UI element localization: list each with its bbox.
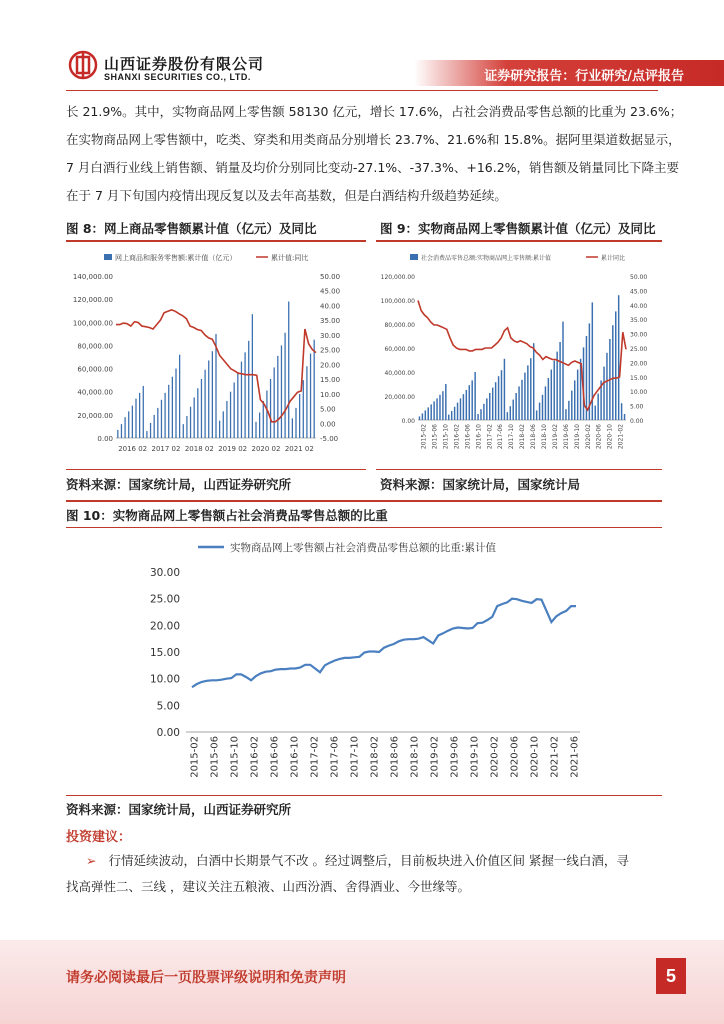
figure-10-title: 图 10：实物商品网上零售额占社会消费品零售总额的比重 <box>66 508 388 523</box>
bar <box>527 365 528 420</box>
left-axis-tick: 0.00 <box>97 435 113 443</box>
bar <box>595 406 596 420</box>
bar <box>428 407 429 420</box>
bar <box>556 352 557 420</box>
bar <box>419 416 420 420</box>
bar <box>442 391 443 420</box>
bar <box>292 418 293 438</box>
bar <box>562 322 563 420</box>
x-axis-tick: 2019-10 <box>573 424 581 450</box>
bar <box>219 421 220 438</box>
bar <box>463 394 464 420</box>
x-axis-tick: 2015-10 <box>442 424 450 450</box>
x-axis-tick: 2018-02 <box>369 736 381 778</box>
left-axis-tick: 80,000.00 <box>77 342 113 351</box>
x-axis-tick: 2017-02 <box>309 736 321 778</box>
bar <box>471 380 472 420</box>
figure-10-source: 资料来源：国家统计局，山西证券研究所 <box>66 802 292 817</box>
right-axis-tick: 30.00 <box>320 331 341 340</box>
bar <box>161 400 162 438</box>
bar <box>521 380 522 420</box>
figure-8-chart <box>66 246 366 466</box>
bar <box>168 385 169 438</box>
legend-line-label: 累计同比 <box>601 255 626 262</box>
report-type-label: 证券研究报告：行业研究/点评报告 <box>484 69 684 84</box>
figure-10-title-rule <box>66 527 662 528</box>
left-axis-tick: 80,000.00 <box>384 322 415 329</box>
bar <box>501 370 502 420</box>
x-axis-tick: 2016-06 <box>464 424 472 450</box>
right-axis-tick: 5.00 <box>630 403 644 411</box>
x-axis-tick: 2018-10 <box>540 424 548 450</box>
figure-8-bottom-rule <box>66 469 366 470</box>
disclaimer-link[interactable]: 请务必阅读最后一页股票评级说明和免责声明 <box>66 970 346 986</box>
bar <box>553 361 554 420</box>
x-axis-tick: 2017-10 <box>349 736 361 778</box>
bar <box>299 394 300 438</box>
bar <box>121 424 122 438</box>
bar <box>306 366 307 438</box>
x-axis-tick: 2018 02 <box>184 445 214 453</box>
bar <box>172 377 173 438</box>
bar <box>533 343 534 420</box>
x-axis-tick: 2019-06 <box>562 424 570 450</box>
bar <box>186 416 187 438</box>
left-axis-tick: 120,000.00 <box>72 296 113 305</box>
right-axis-tick: 35.00 <box>320 317 341 326</box>
bar <box>454 407 455 420</box>
left-axis-tick: 140,000.00 <box>72 273 113 281</box>
bar <box>201 379 202 438</box>
x-axis-tick: 2021 02 <box>284 445 314 453</box>
bar <box>445 384 446 420</box>
bar <box>621 403 622 420</box>
legend-bar-label: 社会消费品零售总额:实物商品网上零售额:累计值 <box>421 255 552 262</box>
bar <box>624 414 625 420</box>
bar <box>277 356 278 438</box>
right-axis-tick: 20.00 <box>630 360 648 368</box>
x-axis-tick: 2016-02 <box>249 736 261 778</box>
page-footer <box>0 940 724 1024</box>
legend-line-label: 累计值:同比 <box>271 254 309 262</box>
bar <box>139 393 140 438</box>
bar <box>234 382 235 438</box>
bar <box>466 390 467 420</box>
figure-8-source: 资料来源：国家统计局，山西证券研究所 <box>66 477 292 492</box>
bar <box>486 398 487 420</box>
bar <box>597 394 598 420</box>
figure-10-chart <box>120 532 600 794</box>
bar <box>295 408 296 438</box>
body-line: 在实物商品网上零售额中，吃类、穿类和用类商品分别增长 23.7%、21.6%和 15.8%。据阿里渠道数据显示， <box>66 132 681 147</box>
bar <box>568 401 569 420</box>
y-axis-tick: 5.00 <box>156 700 180 713</box>
bar <box>157 408 158 438</box>
page-number: 5 <box>656 958 686 994</box>
right-axis-tick: 30.00 <box>630 331 648 339</box>
right-axis-tick: 20.00 <box>320 361 341 370</box>
bar <box>259 413 260 438</box>
x-axis-tick: 2019-02 <box>429 736 441 778</box>
bar <box>248 341 249 438</box>
bar <box>512 400 513 420</box>
x-axis-tick: 2018-10 <box>409 736 421 778</box>
header-divider <box>66 90 658 91</box>
x-axis-tick: 2016-10 <box>475 424 483 450</box>
share-line <box>192 599 576 688</box>
invest-line-1: 行情延续波动，白酒中长期景气不改 。经过调整后，目前板块进入价值区间 紧握一线白酒，寻 <box>108 853 629 868</box>
right-axis-tick: 15.00 <box>320 376 341 385</box>
invest-line-2: 找高弹性二、三线 ，建议关注五粮液、山西汾酒、舍得酒业、今世缘等。 <box>66 879 470 894</box>
y-axis-tick: 25.00 <box>149 593 180 606</box>
bar <box>477 414 478 420</box>
bar <box>179 355 180 438</box>
left-axis-tick: 60,000.00 <box>384 346 415 353</box>
y-axis-tick: 0.00 <box>156 727 180 739</box>
left-axis-tick: 20,000.00 <box>384 394 415 401</box>
company-name-en: SHANXI SECURITIES CO., LTD. <box>104 72 251 82</box>
x-axis-tick: 2020-10 <box>606 424 614 450</box>
right-axis-tick: 10.00 <box>320 390 341 399</box>
bar <box>474 372 475 420</box>
bar <box>266 391 267 438</box>
bar <box>577 370 578 420</box>
x-axis-tick: 2018-06 <box>389 736 401 778</box>
bar <box>536 410 537 420</box>
bar <box>288 301 289 438</box>
y-axis-tick: 20.00 <box>149 620 180 633</box>
bar <box>492 388 493 420</box>
company-name-cn: 山西证券股份有限公司 <box>104 55 265 73</box>
right-axis-tick: 40.00 <box>630 302 648 310</box>
bar <box>571 391 572 420</box>
right-axis-tick: 45.00 <box>630 288 648 296</box>
left-axis-tick: 40,000.00 <box>77 388 113 397</box>
company-logo-icon <box>68 50 98 80</box>
bar <box>524 373 525 420</box>
figure-9-bottom-rule <box>376 469 662 470</box>
bar <box>539 403 540 420</box>
body-paragraph <box>66 98 683 210</box>
x-axis-tick: 2017-06 <box>497 424 505 450</box>
right-axis-tick: 0.00 <box>630 418 644 425</box>
bar <box>128 411 129 438</box>
bar <box>483 404 484 420</box>
bar <box>255 422 256 438</box>
bar <box>574 380 575 420</box>
bar <box>433 401 434 420</box>
figure-8-title: 图 8：网上商品零售额累计值（亿元）及同比 <box>66 221 317 236</box>
bar <box>143 386 144 438</box>
y-axis-tick: 30.00 <box>149 567 180 579</box>
left-axis-tick: 100,000.00 <box>72 319 113 328</box>
x-axis-tick: 2021-02 <box>617 424 625 450</box>
bar <box>252 314 253 438</box>
figure-9-source: 资料来源：国家统计局，国家统计局 <box>380 477 581 492</box>
bar <box>164 393 165 438</box>
y-axis-tick: 10.00 <box>149 673 180 686</box>
bar <box>518 386 519 420</box>
bar <box>498 376 499 420</box>
bar <box>495 382 496 420</box>
right-axis-tick: 15.00 <box>630 374 648 382</box>
x-axis-tick: 2016 02 <box>118 445 148 453</box>
report-type-banner <box>414 60 724 86</box>
bar <box>303 380 304 438</box>
bar <box>135 399 136 438</box>
figure-10-top-rule <box>66 500 662 502</box>
bar <box>618 295 619 420</box>
bar <box>422 413 423 420</box>
bar <box>612 325 613 420</box>
bar <box>551 370 552 420</box>
legend-bar-swatch <box>104 254 112 260</box>
bar <box>469 385 470 420</box>
invest-text <box>66 848 662 900</box>
bar <box>310 354 311 438</box>
bar <box>154 415 155 438</box>
bar <box>559 342 560 420</box>
figure-9-title: 图 9：实物商品网上零售额累计值（亿元）及同比 <box>380 221 656 236</box>
bar <box>223 411 224 438</box>
bar <box>270 379 271 438</box>
x-axis-tick: 2015-06 <box>209 736 221 778</box>
bar <box>615 311 616 420</box>
left-axis-tick: 20,000.00 <box>77 411 113 420</box>
bar <box>208 360 209 438</box>
right-axis-tick: -5.00 <box>320 435 339 443</box>
page-header <box>0 44 724 90</box>
right-axis-tick: 5.00 <box>320 405 336 414</box>
x-axis-tick: 2020-02 <box>489 736 501 778</box>
bar <box>274 367 275 438</box>
bar <box>515 393 516 420</box>
bar <box>244 352 245 438</box>
bar <box>510 406 511 420</box>
x-axis-tick: 2016-06 <box>269 736 281 778</box>
x-axis-tick: 2019-02 <box>551 424 559 450</box>
figure-8-top-rule <box>66 240 366 242</box>
bar <box>603 367 604 420</box>
bar <box>451 411 452 420</box>
bar <box>480 409 481 420</box>
bar <box>212 351 213 438</box>
x-axis-tick: 2019 02 <box>218 445 248 453</box>
legend-bar-label: 网上商品和服务零售额:累计值（亿元） <box>115 254 237 262</box>
legend-bar-swatch <box>410 254 418 260</box>
right-axis-tick: 50.00 <box>630 274 648 281</box>
invest-title: 投资建议： <box>66 830 132 845</box>
left-axis-tick: 40,000.00 <box>384 370 415 377</box>
bar <box>204 370 205 438</box>
right-axis-tick: 45.00 <box>320 287 341 296</box>
body-line: 7 月白酒行业线上销售额、销量及均价分别同比变动-27.1%、-37.3%、+16.2%，销售额及销量同比下降主要 <box>66 160 680 175</box>
right-axis-tick: 35.00 <box>630 317 648 325</box>
x-axis-tick: 2021-06 <box>569 736 581 778</box>
bar <box>565 409 566 420</box>
bar <box>548 378 549 420</box>
bar <box>263 401 264 438</box>
body-line: 在于 7 月下旬国内疫情出现反复以及去年高基数，但是白酒结构升级趋势延续。 <box>66 188 507 203</box>
bar <box>545 386 546 420</box>
bar <box>284 333 285 438</box>
bar <box>606 353 607 420</box>
bar <box>504 359 505 420</box>
bar <box>425 410 426 420</box>
figure-9-top-rule <box>376 240 662 242</box>
x-axis-tick: 2018-02 <box>519 424 527 450</box>
bar <box>314 340 315 438</box>
bar <box>489 393 490 420</box>
x-axis-tick: 2015-02 <box>189 736 201 778</box>
bar <box>237 372 238 438</box>
right-axis-tick: 50.00 <box>320 273 341 281</box>
x-axis-tick: 2017-06 <box>329 736 341 778</box>
bullet-icon: ➢ <box>86 853 97 868</box>
left-axis-tick: 100,000.00 <box>380 298 415 305</box>
right-axis-tick: 25.00 <box>320 346 341 355</box>
figure-9-chart <box>376 246 662 466</box>
right-axis-tick: 10.00 <box>630 389 648 397</box>
x-axis-tick: 2017-02 <box>486 424 494 450</box>
bar <box>175 369 176 438</box>
bar <box>430 404 431 420</box>
bar <box>132 406 133 438</box>
bar <box>530 358 531 420</box>
x-axis-tick: 2021-02 <box>549 736 561 778</box>
figure-10-bottom-rule <box>66 795 662 796</box>
bar <box>197 388 198 438</box>
x-axis-tick: 2017-10 <box>508 424 516 450</box>
bar <box>448 415 449 420</box>
x-axis-tick: 2020-02 <box>584 424 592 450</box>
x-axis-tick: 2015-10 <box>229 736 241 778</box>
right-axis-tick: 40.00 <box>320 302 341 311</box>
bar <box>117 430 118 438</box>
body-line: 长 21.9%。其中，实物商品网上零售额 58130 亿元，增长 17.6%，占社会消费品零售总额的比重为 23.6%； <box>66 104 683 119</box>
x-axis-tick: 2016-02 <box>453 424 461 450</box>
bar <box>190 407 191 438</box>
x-axis-tick: 2020-10 <box>529 736 541 778</box>
left-axis-tick: 0.00 <box>401 418 415 425</box>
bar <box>436 398 437 420</box>
x-axis-tick: 2017 02 <box>151 445 181 453</box>
bar <box>146 431 147 438</box>
right-axis-tick: 25.00 <box>630 346 648 353</box>
x-axis-tick: 2018-06 <box>530 424 538 450</box>
left-axis-tick: 60,000.00 <box>77 365 113 374</box>
x-axis-tick: 2015-02 <box>420 424 428 450</box>
bar <box>281 345 282 438</box>
bar <box>150 423 151 438</box>
left-axis-tick: 120,000.00 <box>380 274 415 281</box>
bar <box>183 424 184 438</box>
bar <box>194 398 195 439</box>
bar <box>460 398 461 420</box>
bar <box>542 395 543 420</box>
y-axis-tick: 15.00 <box>149 647 180 659</box>
x-axis-tick: 2016-10 <box>289 736 301 778</box>
bar <box>124 417 125 438</box>
x-axis-tick: 2019-10 <box>469 736 481 778</box>
x-axis-tick: 2015-06 <box>431 424 439 450</box>
bar <box>457 403 458 420</box>
bar <box>439 395 440 420</box>
bar <box>230 392 231 438</box>
right-axis-tick: 0.00 <box>320 420 336 429</box>
x-axis-tick: 2020 02 <box>251 445 281 453</box>
x-axis-tick: 2019-06 <box>449 736 461 778</box>
bar <box>507 412 508 420</box>
legend-label: 实物商品网上零售额占社会消费品零售总额的比重:累计值 <box>230 542 497 554</box>
bar <box>226 401 227 438</box>
x-axis-tick: 2020-06 <box>509 736 521 778</box>
x-axis-tick: 2020-06 <box>595 424 603 450</box>
